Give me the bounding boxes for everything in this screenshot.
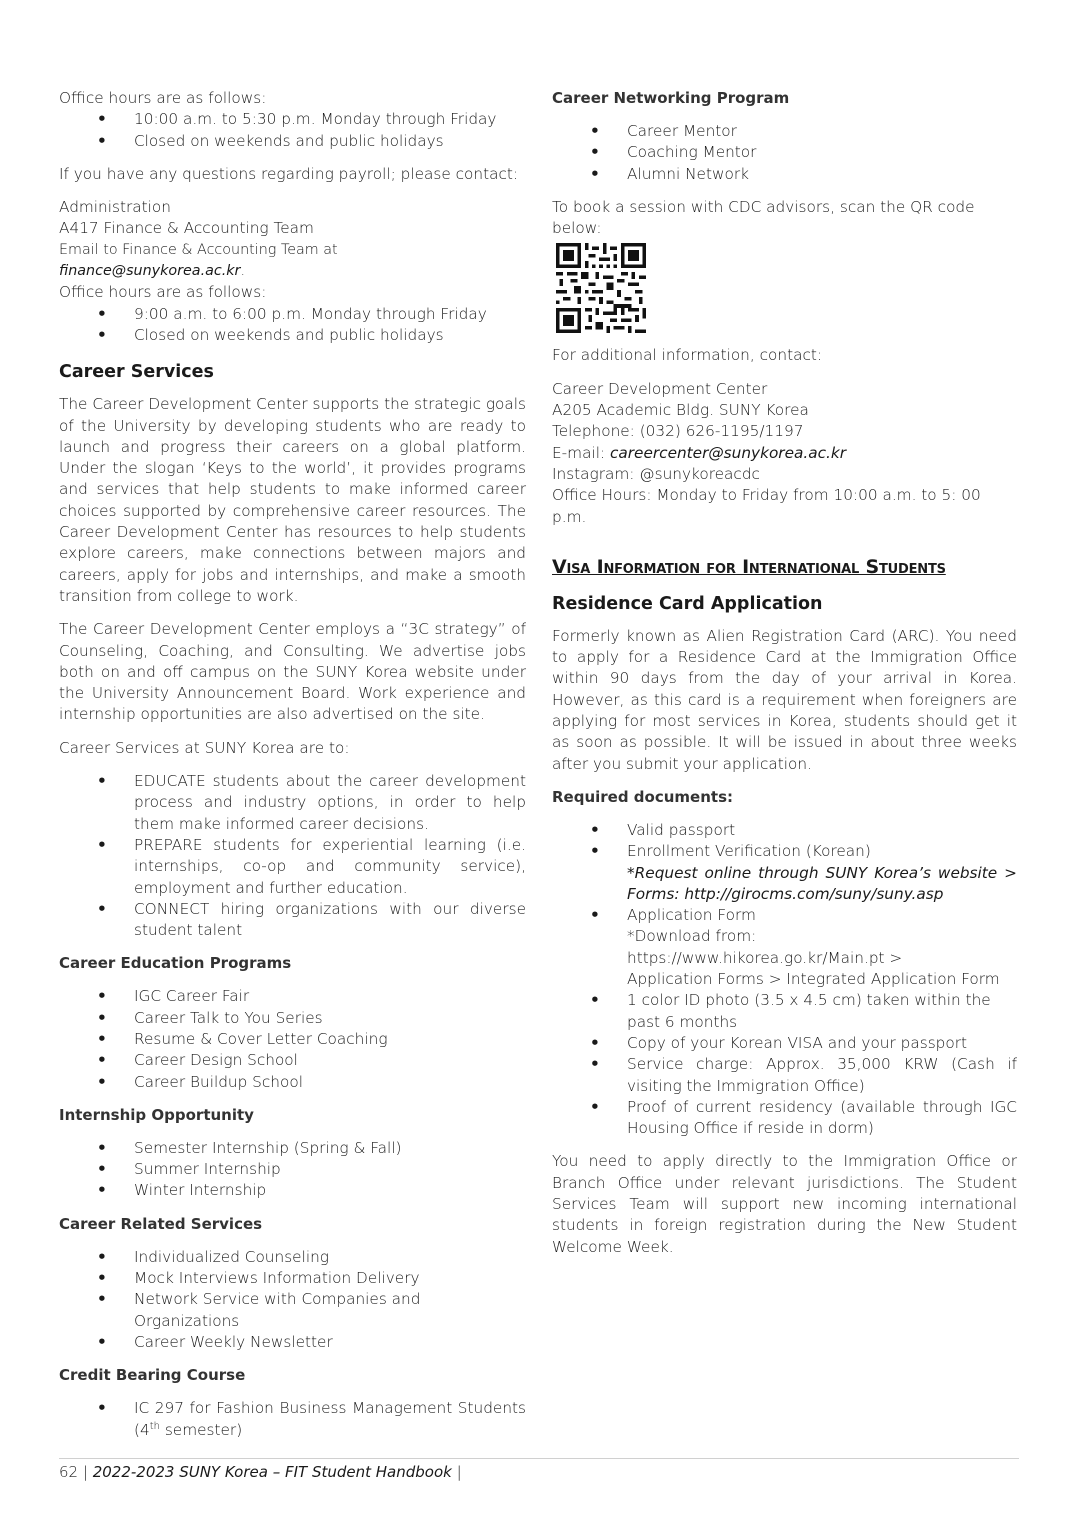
footer-trail: | [451,1463,462,1481]
admin-line: A417 Finance & Accounting Team [59,219,314,238]
list-item: • Resume & Cover Letter Coaching [59,1029,526,1050]
list-item: • PREPARE students for experiential learning (i.e. internships, co-op and community service), employment and further education. [59,835,526,899]
career-paragraph-1: The Career Development Center supports the strategic goals of the University by developing students who are ready to launch and progress their careers on a global platform. Under the slogan ‘Keys to the world’, it provides programs and services that help students to make informed career choices supported by comprehensive career resources. The Career Development Center has resources to help students explore careers, make connections between majors and careers, apply for jobs and internships, and make a smooth transition from college to work. [59,395,526,605]
office-hours-intro: Office hours are as follows: [59,89,267,107]
page-footer [59,1462,462,1482]
finance-email-link[interactable]: finance@sunykorea.ac.kr [59,263,241,280]
list-item: • Individualized Counseling [59,1247,526,1268]
list-item: • Service charge: Approx. 35,000 KRW (Cash if visiting the Immigration Office) [552,1054,1017,1097]
contact-line: Telephone: (032) 626-1195/1197 [552,422,804,441]
list-item: • EDUCATE students about the career development process and industry options, in order to help them make informed career decisions. [59,771,526,835]
email-suffix: . [240,263,245,280]
credit-course-heading: Credit Bearing Course [59,1366,246,1385]
finance-email-line [59,240,526,283]
contact-email-line [552,443,1017,464]
career-paragraph-2: The Career Development Center employs a “3C strategy” of Counseling, Coaching, and Consulting. We advertise jobs both on and off campus on the SUNY Korea website under the University Announcement Board. Work experience and internship opportunities are also advertised on the site. [59,620,526,724]
right-column [552,88,1017,1258]
list-item: • Copy of your Korean VISA and your passport [552,1033,1017,1054]
admin-line: Administration [59,198,171,217]
office-hours-list-1 [59,109,526,152]
qr-code-icon[interactable] [556,243,646,333]
list-item: • Valid passport [552,820,1017,841]
list-item [59,1398,526,1441]
left-column [59,88,526,1441]
additional-info-text: For additional information, contact: [552,346,823,365]
page-number: 62 [59,1463,79,1481]
list-item: • Mock Interviews Information Delivery [59,1268,526,1289]
doc-application-form: • Application Form [627,906,756,925]
list-item: • Career Buildup School [59,1072,526,1093]
education-programs-heading: Career Education Programs [59,954,292,973]
education-programs-list [59,986,526,1092]
list-item [552,905,1017,990]
list-item: • IGC Career Fair [59,986,526,1007]
list-item: • Network Service with Companies and Organizations [59,1289,526,1332]
footer-divider [59,1458,1019,1459]
doc-form-line: https://www.hikorea.go.kr/Main.pt > [627,948,903,967]
list-item: • 10:00 a.m. to 5:30 p.m. Monday through Friday [59,109,526,130]
list-item: • Career Mentor [552,121,1017,142]
credit-text-end: semester) [159,1420,243,1439]
credit-superscript: th [149,1420,160,1432]
list-item: • Coaching Mentor [552,142,1017,163]
contact-line: Career Development Center [552,379,768,398]
list-item: • Closed on weekends and public holidays [59,131,526,152]
payroll-question: If you have any questions regarding payroll; please contact: [59,164,519,183]
career-goals-list [59,771,526,941]
related-services-heading: Career Related Services [59,1214,263,1233]
career-services-heading: Career Services [59,362,214,383]
email-label: E-mail: [552,443,610,462]
list-item: • 1 color ID photo (3.5 x 4.5 cm) taken within the past 6 months [552,990,1017,1033]
credit-course-list [59,1398,526,1441]
list-item: • Semester Internship (Spring & Fall) [59,1138,526,1159]
career-email-link[interactable]: careercenter@sunykorea.ac.kr [609,443,847,462]
list-item: • 9:00 a.m. to 6:00 p.m. Monday through Friday [59,304,526,325]
office-hours-intro: Office hours are as follows: [59,283,267,302]
handbook-title: 2022-2023 SUNY Korea – FIT Student Handbook [92,1463,452,1481]
list-item: • Career Talk to You Series [59,1008,526,1029]
footer-separator: | [78,1463,93,1481]
credit-text: IC 297 for Fashion Business Management Students (4 [134,1399,526,1439]
list-item: • Career Design School [59,1050,526,1071]
list-item: • Alumni Network [552,164,1017,185]
contact-line: Instagram: @sunykoreacdc [552,464,760,483]
doc-form-line: Application Forms > Integrated Application Form [627,970,1000,989]
visa-chapter-heading: Visa Information for International Students [552,555,946,578]
list-item: • CONNECT hiring organizations with our diverse student talent [59,899,526,942]
internship-heading: Internship Opportunity [59,1105,254,1124]
doc-enrollment-note: *Request online through SUNY Korea’s website > Forms: http://girocms.com/suny/suny.asp [627,863,1017,903]
contact-line: Office Hours: Monday to Friday from 10:00 a.m. to 5: 00 p.m. [552,486,981,526]
required-documents-heading: Required documents: [552,787,734,806]
list-item: • Summer Internship [59,1159,526,1180]
office-hours-list-2 [59,304,526,347]
list-item [552,841,1017,905]
closing-paragraph: You need to apply directly to the Immigration Office or Branch Office under relevant jurisdictions. The Student Services Team will support new incoming international students in foreign registration during the New Student Welcome Week. [552,1152,1017,1256]
residence-paragraph: Formerly known as Alien Registration Card (ARC). You need to apply for a Residence Card at the Immigration Office within 90 days from the day of your arrival in Korea. However, as this card is a requirement when foreigners are applying for most services in Korea, students should get it as soon as possible. It will be issued in about three weeks after you submit your application. [552,626,1017,773]
book-session-text: To book a session with CDC advisors, scan the QR code below: [552,197,975,238]
residence-card-heading: Residence Card Application [552,593,823,614]
doc-enrollment: • Enrollment Verification (Korean) [627,842,871,861]
list-item: • Winter Internship [59,1180,526,1201]
required-documents-list [552,820,1017,1139]
doc-form-line: *Download from: [627,927,757,946]
list-item: • Closed on weekends and public holidays [59,325,526,346]
list-item: • Proof of current residency (available through IGC Housing Office if reside in dorm) [552,1097,1017,1140]
networking-list [552,121,1017,185]
career-paragraph-3: Career Services at SUNY Korea are to: [59,738,350,757]
internship-list [59,1138,526,1202]
list-item: • Career Weekly Newsletter [59,1332,526,1353]
networking-heading: Career Networking Program [552,89,790,107]
contact-line: A205 Academic Bldg. SUNY Korea [552,401,809,420]
related-services-list [59,1247,526,1353]
email-prefix: Email to Finance & Accounting Team at [59,241,338,258]
